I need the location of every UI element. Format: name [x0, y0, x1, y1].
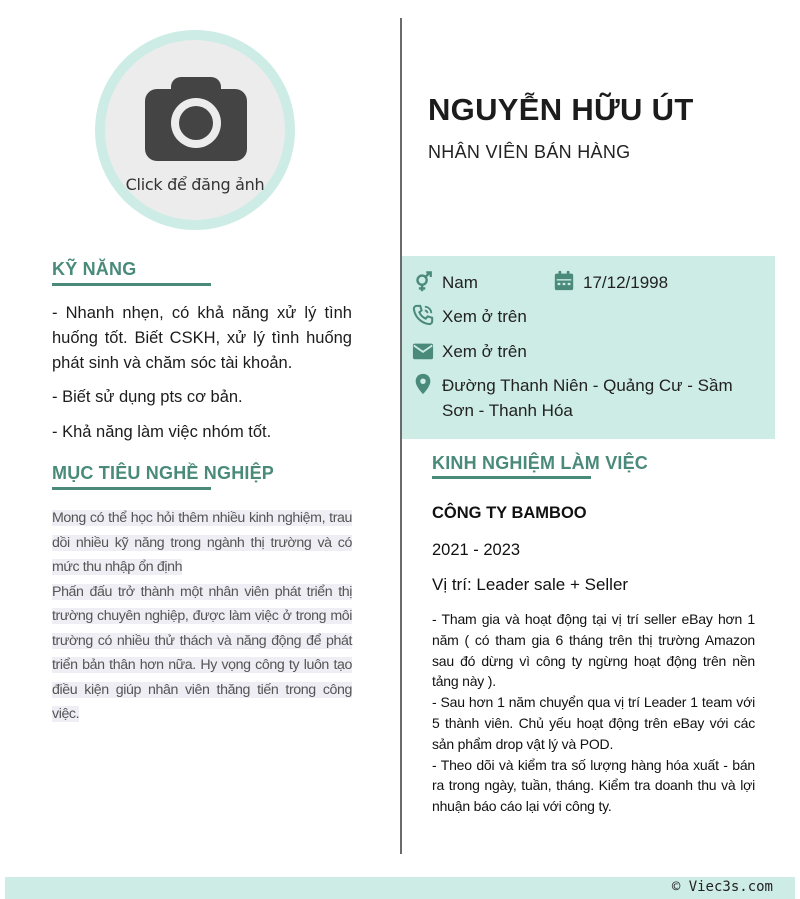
gender-value: Nam: [442, 273, 478, 292]
email-value: Xem ở trên: [442, 342, 527, 361]
work-details: - Tham gia và hoạt động tại vị trí seller eBay hơn 1 năm ( có tham gia 6 tháng trên thị trường Amazon sau đó dừng vì công ty ngừng hoạt động trên nền tảng này ). - Sau hơn 1 năm chuyển qua vị trí Leader 1 team với 5 thành viên. Chủ yếu hoạt động trên eBay với các sản phẩm drop vật lý và POD. - Theo dõi và kiểm tra số lượng hàng hóa xuất - bán ra trong ngày, tuần, tháng. Kiểm tra doanh thu và lợi nhuận báo cáo lại với công ty.: [432, 611, 755, 815]
avatar-upload[interactable]: [95, 30, 295, 230]
camera-icon: [141, 68, 251, 168]
skill-item: - Nhanh nhẹn, có khả năng xử lý tình huống tốt. Biết CSKH, xử lý tình huống phát sinh và chăm sóc tài khoản.: [52, 304, 352, 372]
company-name: CÔNG TY BAMBOO: [432, 504, 587, 522]
gender-icon: [412, 271, 434, 293]
address-value: Đường Thanh Niên - Quảng Cư - Sầm Sơn - Thanh Hóa: [442, 376, 733, 420]
objective-text-content: Mong có thể học hỏi thêm nhiều kinh nghiệm, trau dồi nhiều kỹ năng trong ngành thị trường và có mức thu nhập ổn định Phấn đấu trở thành một nhân viên phát triển thị trường chuyên nghiệp, được làm việc ở trong môi trường có nhiều thử thách và năng động để phát triển bản thân hơn nữa. Hy vọng công ty luôn tạo điều kiện giúp nhân viên thăng tiến trong công việc.: [52, 510, 352, 722]
calendar-icon: [553, 270, 575, 292]
experience-heading: KINH NGHIỆM LÀM VIỆC: [432, 453, 649, 473]
work-position: Vị trí: Leader sale + Seller: [432, 575, 629, 594]
skill-item: - Biết sử dụng pts cơ bản.: [52, 388, 243, 406]
objective-underline: [52, 487, 211, 490]
work-period: 2021 - 2023: [432, 541, 521, 559]
experience-underline: [432, 476, 591, 479]
candidate-name: NGUYỄN HỮU ÚT: [428, 92, 694, 127]
birthdate-value: 17/12/1998: [583, 273, 669, 292]
email-icon: [412, 340, 434, 362]
avatar-placeholder[interactable]: [105, 40, 285, 220]
footer-bar: [5, 877, 795, 899]
skill-item: - Khả năng làm việc nhóm tốt.: [52, 423, 272, 441]
location-pin-icon: [412, 373, 434, 395]
skills-underline: [52, 283, 211, 286]
objective-text: [52, 506, 352, 727]
skills-heading: KỸ NĂNG: [52, 259, 137, 279]
contact-panel: [402, 256, 775, 439]
phone-icon: [412, 304, 434, 326]
phone-value: Xem ở trên: [442, 307, 527, 326]
footer-credit: © Viec3s.com: [671, 879, 773, 895]
photo-caption: Click để đăng ảnh: [125, 175, 265, 194]
objective-heading: MỤC TIÊU NGHỀ NGHIỆP: [52, 463, 275, 483]
candidate-role: NHÂN VIÊN BÁN HÀNG: [428, 142, 631, 162]
